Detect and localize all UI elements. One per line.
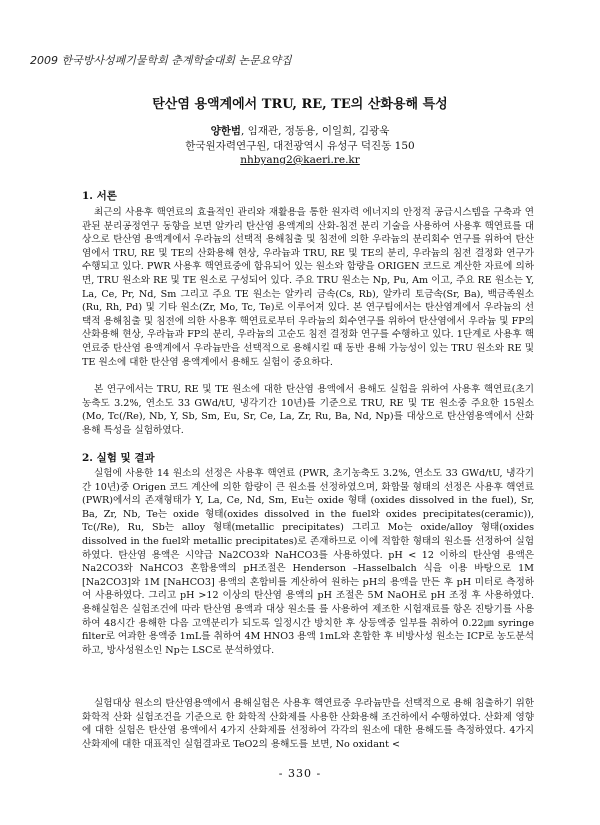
co-authors: , 임재관, 정동용, 이일희, 김광욱: [241, 125, 390, 137]
section-heading-introduction: 1. 서론: [82, 190, 117, 202]
affiliation: 한국원자력연구원, 대전광역시 유성구 덕진동 150: [185, 139, 415, 152]
paper-title: 탄산염 용액계에서 TRU, RE, TE의 산화용해 특성: [152, 97, 448, 112]
section-heading-experiment: 2. 실험 및 결과: [82, 452, 155, 464]
intro-paragraph-1: 최근의 사용후 핵연료의 효율적인 관리와 재활용을 통한 원자력 에너지의 안정적 공급시스템을 구축과 연관된 분리공정연구 동향을 보면 알카리 탄산염 용액계의 산화-침전 분리 기술을 사용하여 사용후 핵연료를 대상으로 탄산염 용액계에서 우라늄의 선택적 용해침출 및 침전에 의한 우라늄의 분리회수 연구를 위하여 탄산염에서 TRU, RE 및 TE의 산화용해 현상, 우라늄과 TRU, RE 및 TE의 분리, 우라늄의 침전 결정화 연구가 수행되고 있다. PWR 사용후 핵연료중에 함유되어 있는 원소와 함량을 ORIGEN 코드로 계산한 자료에 의하면, TRU 원소와 RE 및 TE 원소로 구성되어 있다. 주요 TRU 원소는 Np, Pu, Am 이고, 주요 RE 원소는 Y, La, Ce, Pr, Nd, Sm 그리고 주요 TE 원소는 알카리 금속(Cs, Rb), 알카리 토금속(Sr, Ba), 백금족원소(Ru, Rh, Pd) 및 기타 원소(Zr, Mo, Tc, Te)로 이루어져 있다. 본 연구팀에서는 탄산염계에서 우라늄의 선택적 용해침출 및 침전에 의한 사용후 핵연료로부터 우라늄의 회수연구를 위하여 탄산염에서 우라늄 및 FP의 산화용해 현상, 우라늄과 FP의 분리, 우라늄의 고순도 침전 결정화 연구를 수행하고 있다. 1단계로 사용후 핵연료중 탄산염 용액계에서 우라늄만을 선택적으로 용해시킬 때 동반 용해 가능성이 있는 TRU 원소와 RE 및 TE 원소에 대한 탄산염 용액계에서 용해도 실험이 중요하다.: [82, 207, 534, 368]
page-number: - 330 -: [278, 767, 322, 780]
experiment-paragraph-1: 실험에 사용한 14 원소의 선정은 사용후 핵연료 (PWR, 초기농축도 3.2%, 연소도 33 GWd/tU, 냉각기간 10년)중 Origen 코드 계산에 의한 함량이 큰 원소를 선정하였으며, 화합물 형태의 선정은 사용후 핵연료(PWR)에서의 존재형태가 Y, La, Ce, Nd, Sm, Eu는 oxide 형태 (oxides dissolved in the fuel), Sr, Ba, Zr, Nb, Te는 oxide 형태(oxides dissolved in the fuel와 oxides precipitates(ceramic)), Tc(/Re), Ru, Sb는 alloy 형태(metallic precipitates) 그리고 Mo는 oxide/alloy 형태(oxides dissolved in the fuel와 metallic precipitates)로 존재하므로 이에 적합한 형태의 원소를 선정하여 실험하였다. 탄산염 용액은 시약급 Na2CO3와 NaHCO3를 사용하였다. pH < 12 이하의 탄산염 용액은 Na2CO3와 NaHCO3 혼합용액의 pH조절은 Henderson –Hasselbalch 식을 이용 바탕으로 1M [Na2CO3]와 1M [NaHCO3] 용액의 혼합비를 계산하여 원하는 pH의 용액을 만든 후 pH 미터로 측정하여 사용하였다. 그리고 pH >12 이상의 탄산염 용액의 pH 조절은 5M NaOH로 pH 조정 후 사용하였다. 용해실험은 실험조건에 따라 탄산염 용액과 대상 원소를 를 사용하여 제조한 시험재료를 항온 진탕기를 사용하여 48시간 용해한 다음 고액분리가 되도록 일정시간 방치한 후 상등액중 일부를 취하여 0.22㎛ syringe filter로 여과한 용액중 1mL를 취하여 4M HNO3 용액 1mL와 혼합한 후 비방사성 원소는 ICP로 농도분석 하고, 방사성원소인 Np는 LSC로 분석하였다.: [82, 468, 534, 656]
experiment-paragraph-2: 실험대상 원소의 탄산염용액에서 용해실험은 사용후 핵연료중 우라늄만을 선택적으로 용해 침출하기 위한 화학적 산화 실험조건을 기준으로 한 화학적 산화제를 사용한 산화용해 조건하에서 수행하였다. 산화제 영향에 대한 실험은 탄산염 용액에서 4가지 산화제를 선정하여 각각의 원소에 대한 용해도를 측정하였다. 4가지 산화제에 대한 대표적인 실험결과로 TeO2의 용해도를 보면, No oxidant <: [82, 698, 534, 750]
lead-author: 양한범: [210, 125, 241, 137]
author-email[interactable]: nhbyang2@kaeri.re.kr: [240, 154, 360, 166]
running-header: 2009 한국방사성폐기물학회 춘계학술대회 논문요약집: [30, 54, 292, 67]
author-names: [0, 124, 600, 139]
intro-paragraph-2: 본 연구에서는 TRU, RE 및 TE 원소에 대한 탄산염 용액에서 용해도 실험을 위하여 사용후 핵연료(초기농축도 3.2%, 연소도 33 GWd/tU, 냉각기간 10년)를 기준으로 TRU, RE 및 TE 원소중 주요한 15원소(Mo, Tc(/Re), Nb, Y, Sb, Sm, Eu, Sr, Ce, La, Zr, Ru, Ba, Nd, Np)를 대상으로 탄산염용액에서 산화용해 특성을 실험하였다.: [82, 384, 534, 436]
author-block: [0, 124, 600, 168]
